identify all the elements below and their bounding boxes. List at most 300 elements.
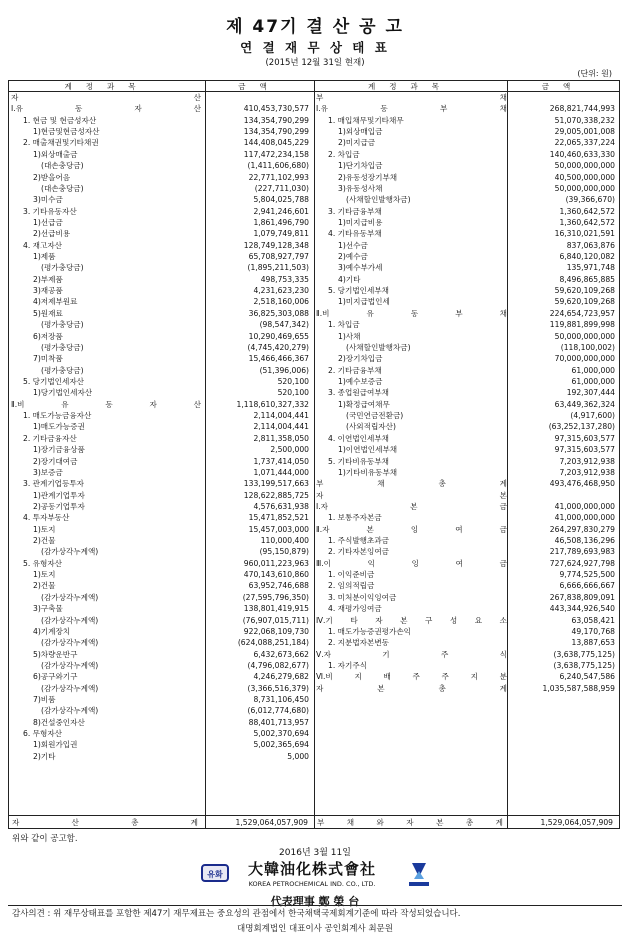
right-account-label: (사외적립자산) — [346, 422, 396, 432]
right-amount: 41,000,000,000 — [554, 513, 615, 523]
left-account-label: 7)미착품 — [33, 354, 63, 364]
heading-char: 금 — [499, 501, 507, 511]
left-table-row — [11, 524, 313, 535]
heading-char: 부 — [316, 93, 324, 102]
right-account-header: 계정과목 — [314, 81, 507, 92]
left-account-label: (평가충당금) — [41, 320, 84, 330]
left-table-row — [11, 467, 313, 478]
left-account-label: 1)회원가입권 — [33, 740, 78, 750]
left-amount: (76,907,015,711) — [242, 615, 309, 625]
left-table-row — [11, 137, 313, 148]
right-amount: 97,315,603,577 — [554, 445, 615, 455]
right-amount: (118,100,002) — [560, 342, 615, 352]
right-table-row — [316, 603, 619, 614]
right-table-row — [316, 490, 619, 501]
right-table-row — [316, 206, 619, 217]
heading-char: 부 — [317, 818, 325, 827]
heading-char: 자 — [11, 93, 19, 102]
right-table-row — [316, 296, 619, 307]
left-amount: 520,100 — [277, 388, 309, 398]
right-table-row — [316, 478, 619, 489]
right-account-label: 5. 기타비유동부채 — [328, 456, 390, 466]
right-amount: 46,508,136,296 — [554, 536, 615, 546]
left-amount: 65,708,927,797 — [248, 252, 309, 262]
left-amount: (98,547,342) — [259, 320, 309, 330]
heading-char: 본 — [366, 524, 374, 534]
right-table-row — [316, 217, 619, 228]
left-table-row — [11, 592, 313, 603]
heading-char: 자 — [12, 818, 20, 827]
heading-char: 자 — [316, 490, 324, 500]
right-table-row — [316, 240, 619, 251]
heading-char: Ⅵ.비 — [316, 672, 333, 682]
heading-char: 소 — [499, 615, 507, 625]
heading-char: Ⅱ.자 — [316, 524, 330, 534]
total-amount: 1,529,064,057,909 — [540, 818, 613, 827]
right-table-row — [316, 274, 619, 285]
left-amount: 144,408,045,229 — [243, 138, 309, 148]
left-amount: 1,118,610,327,332 — [236, 399, 309, 409]
left-table-row — [11, 103, 313, 114]
heading-char: 산 — [193, 93, 201, 102]
heading-char: Ⅱ.비 — [11, 399, 25, 409]
left-table-row — [11, 535, 313, 546]
right-account-label: 2)미지급금 — [338, 138, 376, 148]
left-account-label: 1)제품 — [33, 252, 56, 262]
right-amount: 135,971,748 — [566, 263, 615, 273]
heading-char: 자 — [316, 683, 324, 693]
left-amount: 6,432,673,662 — [253, 649, 309, 659]
right-account-label: 1. 차입금 — [328, 320, 360, 330]
left-account-label: 1)외상매출금 — [33, 149, 78, 159]
center-divider — [314, 81, 315, 828]
total-amount: 1,529,064,057,909 — [235, 818, 308, 827]
heading-char: 계 — [495, 818, 503, 827]
left-account-label: 1)당기법인세자산 — [33, 388, 93, 398]
right-account-label: (국민연금전환금) — [346, 411, 404, 421]
left-table-row — [11, 671, 313, 682]
left-table-row — [11, 478, 313, 489]
left-table-row — [11, 728, 313, 739]
left-account-label: (감가상각누계액) — [41, 706, 99, 716]
left-account-label: 1. 현금 및 현금성자산 — [23, 115, 97, 125]
left-amount: 2,114,004,441 — [253, 411, 309, 421]
left-amount: 5,002,370,694 — [253, 729, 309, 739]
left-amount: 2,518,160,006 — [253, 297, 309, 307]
left-amount: 410,453,730,577 — [243, 104, 309, 114]
left-amount: 4,231,623,230 — [253, 286, 309, 296]
left-table-row — [11, 705, 313, 716]
right-table-row — [316, 558, 619, 569]
left-table-row — [11, 739, 313, 750]
right-table-row — [316, 421, 619, 432]
right-account-label: 3)유동성사채 — [338, 183, 383, 193]
left-account-label: 1. 매도가능금융자산 — [23, 411, 92, 421]
heading-char: 주 — [441, 672, 449, 682]
right-table-row — [316, 399, 619, 410]
right-section-heading — [316, 558, 507, 569]
heading-char: 동 — [74, 104, 83, 114]
left-amount: 1,079,749,811 — [253, 229, 309, 239]
heading-char: 채 — [346, 818, 355, 827]
audit-opinion: 감사의견 : 위 재무상태표를 포함한 제47기 재무제표는 중요성의 관점에서 한국채택국제회계기준에 따라 작성되었습니다. — [12, 909, 461, 919]
right-table-row — [316, 433, 619, 444]
left-account-label: 2. 매출채권및기타채권 — [23, 138, 99, 148]
heading-char: Ⅰ.유 — [11, 104, 23, 114]
heading-char: Ⅴ.자 — [316, 649, 331, 659]
company-name-ko: 大韓油化株式會社 — [247, 860, 377, 878]
right-amount-header: 금액 — [507, 81, 619, 92]
left-table-row — [11, 240, 313, 251]
right-account-label: 1)사채 — [338, 331, 361, 341]
heading-char: 부 — [455, 308, 463, 318]
left-amount: 10,290,469,655 — [248, 331, 309, 341]
left-amount: 922,068,109,730 — [243, 626, 309, 636]
right-amount: 63,449,362,324 — [554, 399, 615, 409]
right-table-row — [316, 251, 619, 262]
left-table-row — [11, 296, 313, 307]
heading-char: 본 — [410, 501, 418, 511]
right-amount: (3,638,775,125) — [553, 660, 615, 670]
left-table-row — [11, 546, 313, 557]
left-amount: 2,941,246,601 — [253, 206, 309, 216]
auditor-name: 대명회계법인 대표이사 공인회계사 최문원 — [237, 924, 393, 934]
heading-char: 배 — [383, 672, 391, 682]
heading-char: 지 — [354, 672, 362, 682]
heading-char: 동 — [380, 104, 388, 114]
right-account-label: 1. 매입채무및기타채무 — [328, 115, 404, 125]
right-table-row — [316, 512, 619, 523]
right-table-row — [316, 262, 619, 273]
right-amount: 6,666,666,667 — [559, 581, 615, 591]
right-amount: 70,000,000,000 — [554, 354, 615, 364]
right-section-heading — [316, 92, 507, 103]
heading-char: 부 — [316, 479, 324, 489]
left-amount: 63,952,746,688 — [248, 581, 309, 591]
left-table-row — [11, 183, 313, 194]
heading-char: 채 — [499, 93, 507, 102]
left-section-heading — [11, 92, 201, 103]
right-amount: 9,774,525,500 — [559, 570, 615, 580]
left-table-row — [11, 421, 313, 432]
right-amount: 493,476,468,950 — [549, 479, 615, 489]
left-table-row — [11, 115, 313, 126]
left-table-row — [11, 376, 313, 387]
left-table-row — [11, 149, 313, 160]
left-table-row — [11, 353, 313, 364]
right-amount: 119,881,899,998 — [549, 320, 615, 330]
left-table-row — [11, 615, 313, 626]
left-amount: 2,114,004,441 — [253, 422, 309, 432]
right-table-row — [316, 149, 619, 160]
left-amount: 15,457,003,000 — [248, 524, 309, 534]
heading-char: 계 — [499, 479, 507, 489]
right-amount: 40,500,000,000 — [554, 172, 615, 182]
left-table-row — [11, 490, 313, 501]
left-table-row — [11, 751, 313, 762]
right-amount: (63,252,137,280) — [548, 422, 615, 432]
left-amount: 133,199,517,663 — [243, 479, 309, 489]
heading-char: 잉 — [410, 524, 419, 534]
left-amount: 128,622,885,725 — [243, 490, 309, 500]
right-section-heading — [316, 103, 507, 114]
right-table-row — [316, 183, 619, 194]
right-account-label: 1)선수금 — [338, 240, 368, 250]
left-table-row — [11, 387, 313, 398]
total-label — [317, 816, 503, 829]
heading-char: 총 — [438, 479, 446, 489]
right-table-row — [316, 592, 619, 603]
right-amount: 7,203,912,938 — [559, 456, 615, 466]
currency-unit: (단위: 원) — [577, 69, 612, 78]
left-amount: 36,825,303,088 — [248, 308, 309, 318]
left-amount: 15,471,852,521 — [248, 513, 309, 523]
right-amount: 50,000,000,000 — [554, 331, 615, 341]
right-table-row — [316, 126, 619, 137]
left-account-label: 3)구축물 — [33, 604, 63, 614]
heading-char: Ⅰ.유 — [316, 104, 328, 114]
right-table-row — [316, 660, 619, 671]
left-amount: (227,711,030) — [254, 183, 309, 193]
right-table-row — [316, 387, 619, 398]
heading-char: 자 — [375, 615, 383, 625]
heading-char: 타 — [350, 615, 358, 625]
left-table-row — [11, 274, 313, 285]
left-amount: 1,071,444,000 — [253, 467, 309, 477]
left-account-label: 6)공구와기구 — [33, 672, 78, 682]
left-amount-header: 금액 — [205, 81, 314, 92]
left-account-label: 3)재공품 — [33, 286, 63, 296]
left-account-label: 2)부제품 — [33, 274, 63, 284]
right-account-label: 1. 매도가능증권평가손익 — [328, 626, 412, 636]
left-amount: 5,000 — [287, 751, 309, 761]
right-account-label: 1)단기차입금 — [338, 161, 383, 171]
right-table-row — [316, 683, 619, 694]
left-table-row — [11, 410, 313, 421]
right-table-row — [316, 649, 619, 660]
right-table-row — [316, 501, 619, 512]
right-section-heading — [316, 490, 507, 501]
right-table-row — [316, 353, 619, 364]
heading-char: 채 — [499, 104, 507, 114]
left-table-row — [11, 501, 313, 512]
left-section-heading — [11, 103, 201, 114]
left-account-label: (평가충당금) — [41, 263, 84, 273]
left-amount: 134,354,790,299 — [243, 127, 309, 137]
left-amount: 134,354,790,299 — [243, 115, 309, 125]
left-account-label: 7)비품 — [33, 695, 56, 705]
right-amount: 29,005,001,008 — [554, 127, 615, 137]
heading-char: 산 — [71, 818, 79, 827]
right-table-row — [316, 524, 619, 535]
heading-char: 총 — [465, 818, 474, 827]
left-account-label: (감가상각누계액) — [41, 638, 99, 648]
right-amount: 16,310,021,591 — [554, 229, 615, 239]
right-amount: 13,887,653 — [571, 638, 615, 648]
right-table-row — [316, 92, 619, 103]
right-table-row — [316, 456, 619, 467]
left-table-row — [11, 319, 313, 330]
left-table-row — [11, 694, 313, 705]
left-table-row — [11, 512, 313, 523]
left-account-label: (평가충당금) — [41, 365, 84, 375]
right-account-label: 1)미지급법인세 — [338, 297, 390, 307]
right-account-label: 3)예수부가세 — [338, 263, 383, 273]
right-account-label: 2)유동성장기부채 — [338, 172, 398, 182]
left-account-label: 2)받을어음 — [33, 172, 71, 182]
left-table-row — [11, 444, 313, 455]
heading-char: 계 — [190, 818, 198, 827]
heading-char: 본 — [377, 683, 385, 693]
closing-statement: 위와 같이 공고함. — [12, 834, 78, 844]
left-account-header: 계정과목 — [9, 81, 205, 92]
right-account-label: (사채할인발행차금) — [346, 195, 411, 205]
left-account-label: 2)건물 — [33, 536, 56, 546]
left-table-row — [11, 194, 313, 205]
right-table-row — [316, 569, 619, 580]
left-account-label: 3. 기타유동자산 — [23, 206, 77, 216]
right-section-heading — [316, 671, 507, 682]
left-account-label: 1)장기금융상품 — [33, 445, 85, 455]
right-table-row — [316, 365, 619, 376]
right-account-label: 3. 종업원급여부채 — [328, 388, 390, 398]
right-account-label: 3. 기타금융부채 — [328, 206, 382, 216]
right-amount: 7,203,912,938 — [559, 467, 615, 477]
right-account-label: 4. 기타유동부채 — [328, 229, 382, 239]
left-account-label: 4)저제부원료 — [33, 297, 78, 307]
heading-char: 금 — [499, 524, 507, 534]
right-amount: 61,000,000 — [571, 365, 615, 375]
heading-char: 자 — [149, 399, 157, 409]
right-amount: 6,840,120,082 — [559, 252, 615, 262]
right-account-label: 1. 이익준비금 — [328, 570, 375, 580]
heading-char: 동 — [105, 399, 113, 409]
left-table-row — [11, 285, 313, 296]
left-table-row — [11, 160, 313, 171]
representative-signature: 代表理事 鄭 榮 台 — [270, 895, 360, 908]
left-amount: 4,576,631,938 — [253, 501, 309, 511]
left-account-label: 2)공동기업투자 — [33, 501, 85, 511]
heading-char: 본 — [400, 615, 408, 625]
left-table-row — [11, 172, 313, 183]
liabilities-equity-column — [316, 92, 619, 694]
heading-char: 분 — [499, 672, 507, 682]
right-section-heading — [316, 649, 507, 660]
heading-char: 잉 — [411, 558, 419, 568]
left-table-row — [11, 683, 313, 694]
heading-char: 유 — [61, 399, 69, 409]
left-account-label: (감가상각누계액) — [41, 547, 99, 557]
right-table-row — [316, 671, 619, 682]
right-table-row — [316, 228, 619, 239]
left-account-label: 2)선급비용 — [33, 229, 71, 239]
left-table-row — [11, 399, 313, 410]
right-section-heading — [316, 501, 507, 512]
right-account-label: 5. 당기법인세부채 — [328, 286, 390, 296]
left-amount: 5,804,025,788 — [253, 195, 309, 205]
company-logo-graphic — [200, 857, 430, 893]
right-amount: 217,789,693,983 — [549, 547, 615, 557]
left-table-row — [11, 433, 313, 444]
left-amount: 8,731,106,450 — [253, 695, 309, 705]
right-table-row — [316, 137, 619, 148]
left-table-row — [11, 603, 313, 614]
left-account-label: (대손충당금) — [41, 161, 84, 171]
left-table-row — [11, 717, 313, 728]
left-amount: (51,396,006) — [259, 365, 309, 375]
heading-char: 동 — [410, 308, 419, 318]
right-amount: 192,307,444 — [566, 388, 615, 398]
left-amount: 470,143,610,860 — [243, 570, 309, 580]
left-amount: 2,500,000 — [270, 445, 309, 455]
right-table-row — [316, 194, 619, 205]
left-table-row — [11, 308, 313, 319]
heading-char: 금 — [499, 558, 507, 568]
right-table-row — [316, 626, 619, 637]
left-amount: (1,895,211,503) — [247, 263, 309, 273]
right-table-row — [316, 103, 619, 114]
heading-char: 기 — [382, 649, 390, 659]
right-section-heading — [316, 524, 507, 535]
page-title: 제 47기 결 산 공 고 — [226, 17, 404, 37]
right-account-label: 2. 차입금 — [328, 149, 360, 159]
right-table-row — [316, 535, 619, 546]
heading-char: 총 — [438, 683, 446, 693]
left-amount: 2,811,358,050 — [253, 433, 309, 443]
left-account-label: 2. 기타금융자산 — [23, 433, 77, 443]
total-liabilities-equity-row — [314, 815, 619, 829]
right-table-row — [316, 342, 619, 353]
right-account-label: 1)기타비유동부채 — [338, 467, 398, 477]
left-account-label: 1)현금및현금성자산 — [33, 127, 100, 137]
reporting-date: (2015년 12월 31일 현재) — [265, 58, 365, 68]
right-account-label: 2)장기차입금 — [338, 354, 383, 364]
right-amount: 59,620,109,268 — [554, 297, 615, 307]
right-amount: 443,344,926,540 — [549, 604, 615, 614]
right-amount: 50,000,000,000 — [554, 183, 615, 193]
heading-char: 성 — [449, 615, 458, 625]
left-amount: (95,150,879) — [259, 547, 309, 557]
total-label — [12, 816, 198, 829]
left-amount: 15,466,466,367 — [248, 354, 309, 364]
left-table-row — [11, 580, 313, 591]
right-table-row — [316, 115, 619, 126]
left-amount: (6,012,774,680) — [247, 706, 309, 716]
balance-sheet-table — [8, 80, 620, 829]
left-amount: (4,796,082,677) — [247, 660, 309, 670]
right-account-label: 2. 지분법자본변동 — [328, 638, 390, 648]
right-account-label: 1)이연법인세부채 — [338, 445, 398, 455]
left-account-label: 1)선급금 — [33, 217, 63, 227]
heading-char: 와 — [376, 818, 384, 827]
logo-badge-text: 유화 — [207, 870, 223, 879]
left-account-label: 2)기타 — [33, 751, 56, 761]
right-account-label: 4)기타 — [338, 274, 361, 284]
right-table-row — [316, 615, 619, 626]
left-table-row — [11, 206, 313, 217]
heading-char: 요 — [474, 615, 483, 625]
left-table-row — [11, 262, 313, 273]
company-name-en: KOREA PETROCHEMICAL IND. CO., LTD. — [248, 880, 376, 888]
left-account-label: (대손충당금) — [41, 183, 84, 193]
right-account-label: 3. 미처분이익잉여금 — [328, 592, 397, 602]
left-account-label: (평가충당금) — [41, 342, 84, 352]
left-amount: 22,771,102,993 — [248, 172, 309, 182]
right-amount: 41,000,000,000 — [554, 501, 615, 511]
left-amount: 110,000,400 — [260, 536, 309, 546]
heading-char: 여 — [455, 524, 463, 534]
left-account-label: 5. 유형자산 — [23, 558, 63, 568]
